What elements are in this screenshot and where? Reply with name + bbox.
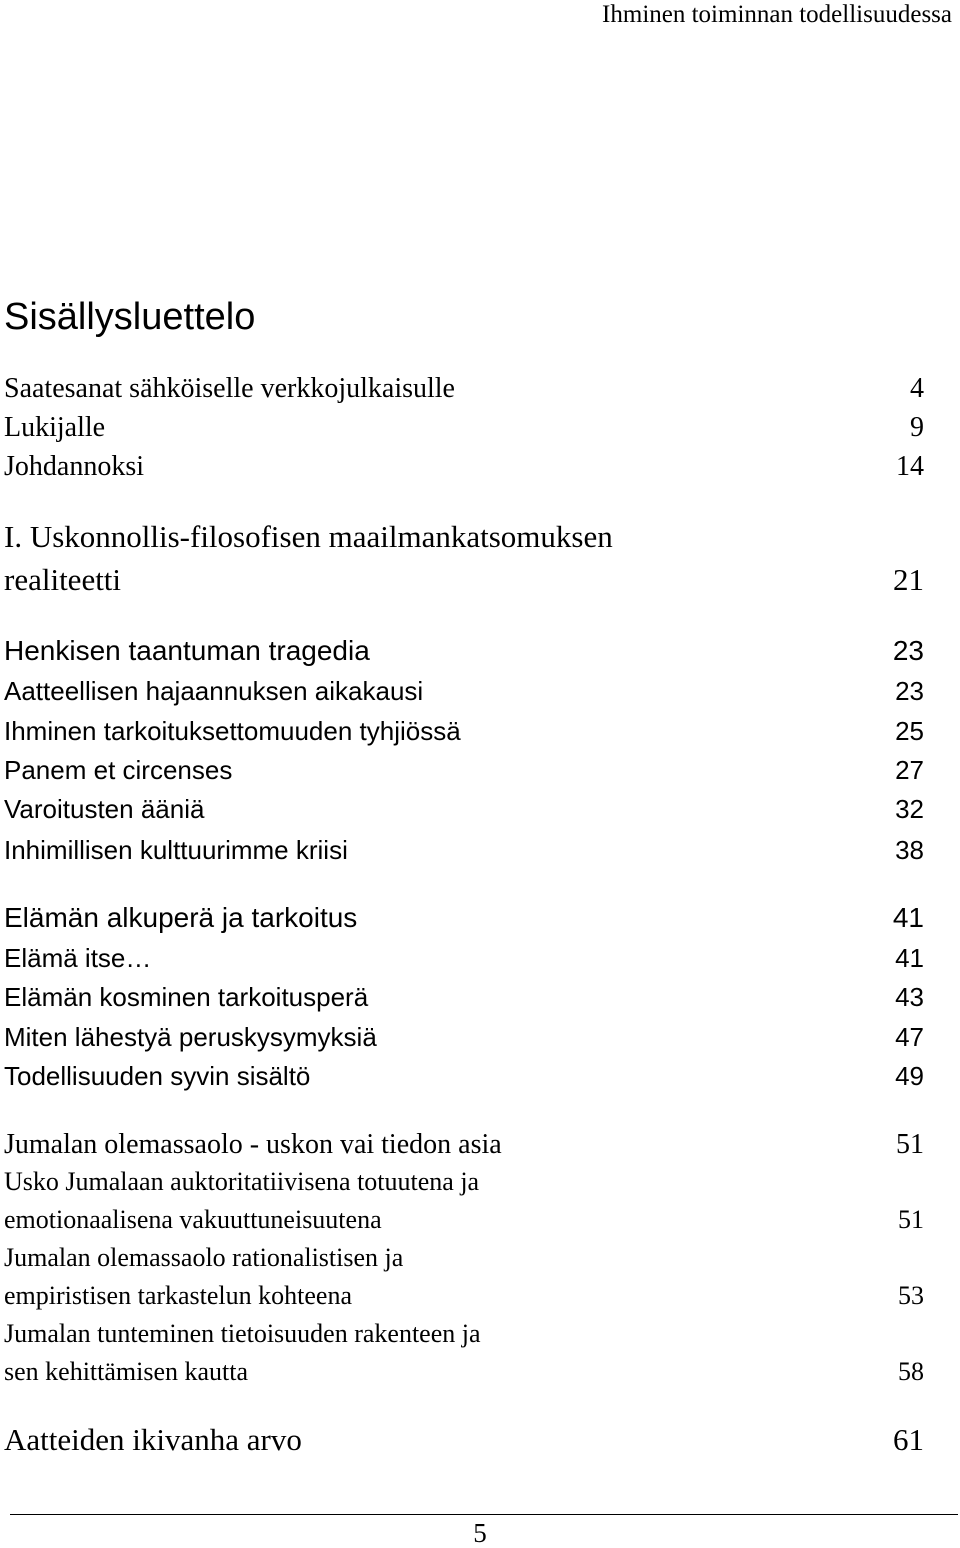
toc-entry-label: emotionaalisena vakuuttuneisuutena [4,1205,382,1234]
toc-section-heading[interactable] [4,1126,924,1164]
toc-entry-page: 32 [895,794,924,824]
toc-entry-page: 23 [892,635,924,666]
toc-entry-label: Elämän alkuperä ja tarkoitus [4,902,358,933]
toc-entry-line2[interactable] [4,1201,924,1239]
toc-entry-label: Ihminen tarkoituksettomuuden tyhjiössä [4,716,461,746]
toc-entry-label: Henkisen taantuman tragedia [4,635,370,666]
toc-entry-label: Todellisuuden syvin sisältö [4,1061,311,1091]
toc-entry-line1[interactable] [4,1315,924,1353]
toc-entry-label: Inhimillisen kulttuurimme kriisi [4,835,348,865]
toc-entry[interactable] [4,939,924,977]
toc-entry[interactable] [4,370,924,408]
toc-entry-page: 23 [895,676,924,706]
toc-entry[interactable] [4,448,924,486]
toc-entry-label: Jumalan olemassaolo - uskon vai tiedon asia [4,1129,502,1160]
toc-entry-page: 9 [910,412,924,443]
toc-entry[interactable] [4,751,924,789]
toc-entry-page: 41 [895,943,924,973]
toc-entry-label: Elämä itse… [4,943,152,973]
toc-entry[interactable] [4,712,924,750]
toc-entry-label: Saatesanat sähköiselle verkkojulkaisulle [4,373,455,404]
toc-entry[interactable] [4,831,924,869]
toc-entry-label: Jumalan tunteminen tietoisuuden rakenteen ja [4,1319,481,1348]
toc-entry-label: empiristisen tarkastelun kohteena [4,1281,353,1310]
toc-entry[interactable] [4,672,924,710]
running-header: Ihminen toiminnan todellisuudessa [602,1,952,28]
toc-entry-page: 27 [895,755,924,785]
toc-entry-page: 47 [895,1022,924,1052]
toc-entry[interactable] [4,978,924,1016]
toc-section-heading[interactable] [4,899,924,937]
toc-entry-page: 61 [893,1422,924,1457]
toc-entry-label: Panem et circenses [4,755,233,785]
toc-entry-page: 49 [895,1061,924,1091]
toc-entry-page: 21 [893,562,924,597]
toc-entry-label: Varoitusten ääniä [4,794,205,824]
toc-part-heading-label: realiteetti [4,562,122,597]
toc-entry-line1[interactable] [4,1163,924,1201]
toc-entry-label: Johdannoksi [4,451,144,482]
toc-entry-line2[interactable] [4,1277,924,1315]
toc-entry-page: 51 [898,1205,924,1234]
toc-entry-page: 25 [895,716,924,746]
toc-entry-label: Aatteellisen hajaannuksen aikakausi [4,676,424,706]
toc-entry-line2[interactable] [4,1353,924,1391]
toc-part-heading-line2[interactable] [4,561,924,599]
toc-section-heading[interactable] [4,1421,924,1459]
toc-entry[interactable] [4,790,924,828]
toc-entry-page: 38 [895,835,924,865]
toc-entry-page: 41 [892,902,924,933]
toc-entry[interactable] [4,409,924,447]
toc-section-heading[interactable] [4,632,924,670]
toc-part-heading-line1[interactable] [4,518,924,556]
toc-entry-label: Lukijalle [4,412,106,443]
toc-entry-page: 43 [895,982,924,1012]
toc-entry-page: 14 [896,451,924,482]
toc-part-heading-label: I. Uskonnollis-filosofisen maailmankatsomuksen [4,519,613,554]
toc-entry-page: 51 [896,1129,924,1160]
toc-entry-page: 58 [898,1357,924,1386]
toc-entry[interactable] [4,1018,924,1056]
page-number: 5 [473,1518,487,1548]
toc-entry[interactable] [4,1057,924,1095]
toc-entry-page: 4 [910,373,924,404]
toc-entry-label: Jumalan olemassaolo rationalistisen ja [4,1243,404,1272]
toc-title: Sisällysluettelo [4,296,256,338]
toc-entry-label: Aatteiden ikivanha arvo [4,1422,302,1457]
toc-entry-label: Usko Jumalaan auktoritatiivisena totuutena ja [4,1167,480,1196]
toc-entry-line1[interactable] [4,1239,924,1277]
toc-entry-label: Miten lähestyä peruskysymyksiä [4,1022,377,1052]
toc-entry-label: Elämän kosminen tarkoitusperä [4,982,369,1012]
toc-entry-label: sen kehittämisen kautta [4,1357,249,1386]
footer-divider [10,1514,958,1515]
toc-entry-page: 53 [898,1281,924,1310]
